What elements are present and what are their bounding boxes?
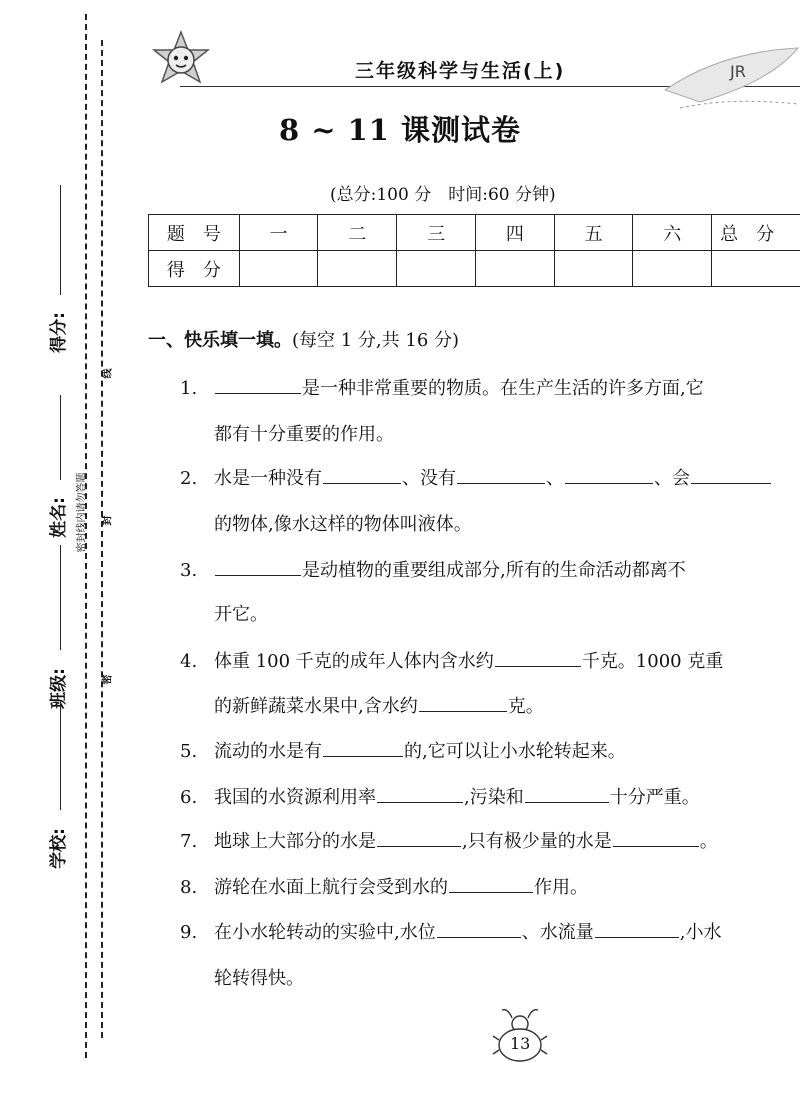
section-heading xyxy=(148,326,459,352)
seal-mark-secret: 密 xyxy=(102,674,114,685)
answer-blank[interactable] xyxy=(215,375,301,394)
table-cell: 三 xyxy=(397,215,476,251)
table-cell: 得 分 xyxy=(149,251,240,287)
dashed-line-right xyxy=(101,40,103,1038)
question-9: 9. 在小水轮转动的实验中,水位 、水流量 ,小水 xyxy=(180,918,721,944)
question-2-continued: 的物体,像水这样的物体叫液体。 xyxy=(214,514,472,535)
table-cell: 六 xyxy=(633,215,712,251)
table-cell: 总 分 xyxy=(712,215,800,251)
page-title: 8 ~ 11 课测试卷 xyxy=(278,113,522,147)
answer-blank[interactable] xyxy=(495,648,581,667)
name-line xyxy=(60,395,61,480)
question-4: 4. 体重 100 千克的成年人体内含水约 千克。1000 克重 xyxy=(180,647,723,673)
question-8: 8. 游轮在水面上航行会受到水的 作用。 xyxy=(180,873,588,899)
question-7: 7. 地球上大部分的水是 ,只有极少量的水是 。 xyxy=(180,827,718,853)
question-1: 1. 是一种非常重要的物质。在生产生活的许多方面,它 xyxy=(180,374,704,400)
table-cell: 一 xyxy=(239,215,318,251)
answer-blank[interactable] xyxy=(691,465,771,484)
answer-blank[interactable] xyxy=(323,738,403,757)
answer-blank[interactable] xyxy=(323,465,401,484)
table-cell: 二 xyxy=(318,215,397,251)
score-input-cell[interactable] xyxy=(397,251,476,287)
score-label: 得分: xyxy=(48,312,69,353)
section-note: (每空 1 分,共 16 分) xyxy=(292,330,460,351)
seal-mark-line: 线 xyxy=(102,368,114,379)
answer-blank[interactable] xyxy=(595,919,679,938)
answer-blank[interactable] xyxy=(215,557,301,576)
name-label: 姓名: xyxy=(48,497,69,538)
score-line xyxy=(60,185,61,295)
page-header xyxy=(140,28,800,100)
question-3-continued: 开它。 xyxy=(214,604,268,625)
page-subtitle: (总分:100 分 时间:60 分钟) xyxy=(330,185,556,205)
answer-blank[interactable] xyxy=(377,784,463,803)
question-3: 3. 是动植物的重要组成部分,所有的生命活动都离不 xyxy=(180,556,686,582)
section-title: 一、快乐填一填。 xyxy=(148,330,292,351)
score-table xyxy=(148,214,800,287)
question-1-continued: 都有十分重要的作用。 xyxy=(214,424,394,445)
class-line xyxy=(60,545,61,650)
header-code: JR xyxy=(730,62,746,81)
answer-blank[interactable] xyxy=(377,828,461,847)
question-9-continued: 轮转得快。 xyxy=(214,968,304,989)
header-title: 三年级科学与生活(上) xyxy=(355,60,566,82)
score-input-cell[interactable] xyxy=(475,251,554,287)
answer-blank[interactable] xyxy=(525,784,609,803)
answer-blank[interactable] xyxy=(613,828,699,847)
question-2: 2. 水是一种没有 、没有 、 、会 xyxy=(180,464,772,490)
score-input-cell[interactable] xyxy=(712,251,800,287)
school-line xyxy=(60,700,61,810)
score-table-header-row xyxy=(149,215,800,251)
table-cell: 五 xyxy=(554,215,633,251)
answer-blank[interactable] xyxy=(437,919,521,938)
mascot-icon xyxy=(148,28,214,92)
question-5: 5. 流动的水是有 的,它可以让小水轮转起来。 xyxy=(180,737,626,763)
class-label: 班级: xyxy=(48,668,69,709)
question-6: 6. 我国的水资源利用率 ,污染和 十分严重。 xyxy=(180,783,700,809)
score-table-score-row xyxy=(149,251,800,287)
seal-notice: 密封线内请勿答题 xyxy=(76,472,88,553)
answer-blank[interactable] xyxy=(419,693,507,712)
score-input-cell[interactable] xyxy=(554,251,633,287)
table-cell: 题 号 xyxy=(149,215,240,251)
answer-blank[interactable] xyxy=(565,465,653,484)
seal-mark-seal: 封 xyxy=(102,515,114,526)
score-input-cell[interactable] xyxy=(633,251,712,287)
binding-margin xyxy=(0,0,135,1098)
score-input-cell[interactable] xyxy=(239,251,318,287)
page-number: 13 xyxy=(510,1034,531,1053)
answer-blank[interactable] xyxy=(457,465,545,484)
score-input-cell[interactable] xyxy=(318,251,397,287)
answer-blank[interactable] xyxy=(449,874,533,893)
school-label: 学校: xyxy=(48,828,69,869)
table-cell: 四 xyxy=(475,215,554,251)
question-4-continued: 的新鲜蔬菜水果中,含水约 克。 xyxy=(214,692,544,718)
